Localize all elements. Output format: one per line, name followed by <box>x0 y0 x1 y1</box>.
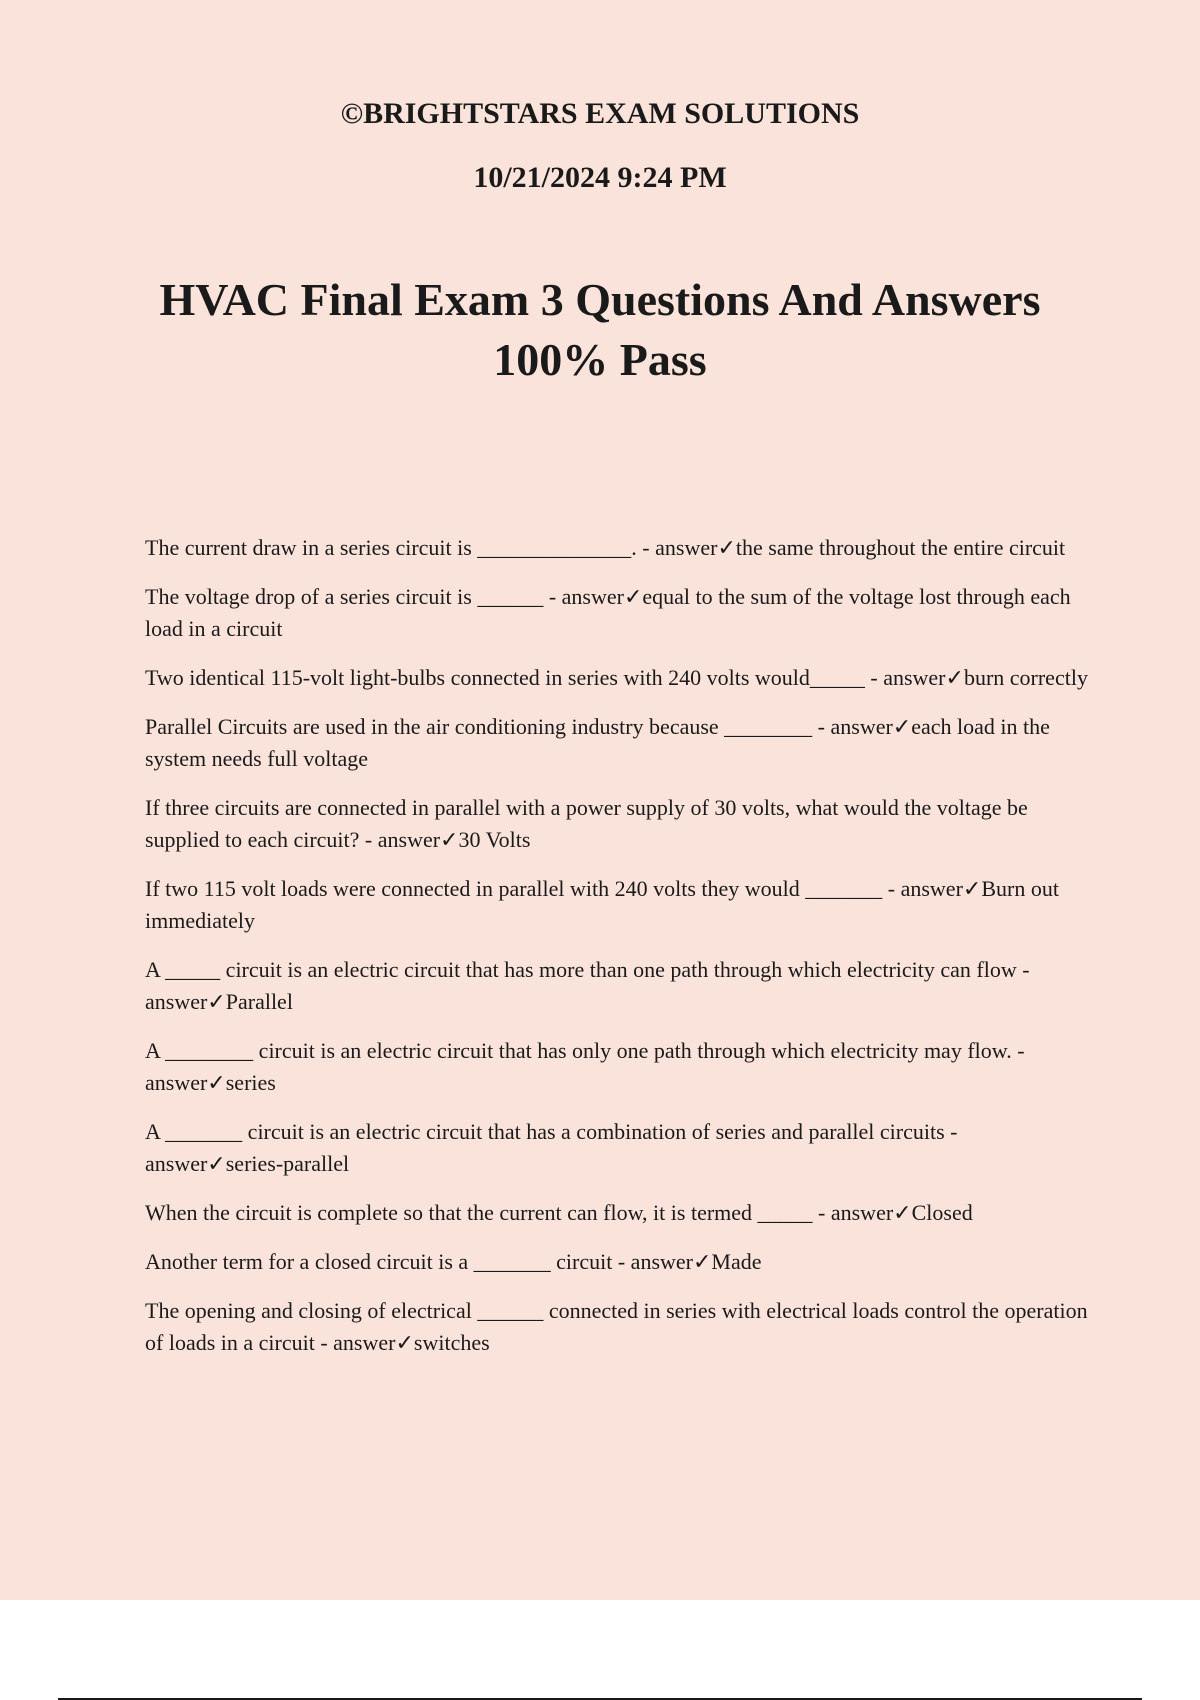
qa-item: If two 115 volt loads were connected in parallel with 240 volts they would _______ - answer✓Burn out immediately <box>145 876 1059 933</box>
qa-item: A _____ circuit is an electric circuit that has more than one path through which electricity can flow - answer✓Parallel <box>145 957 1030 1014</box>
qa-item: When the circuit is complete so that the current can flow, it is termed _____ - answer✓Closed <box>145 1200 973 1225</box>
qa-item: Another term for a closed circuit is a _______ circuit - answer✓Made <box>145 1249 762 1274</box>
copyright-line: ©BRIGHTSTARS EXAM SOLUTIONS <box>340 97 860 130</box>
qa-item: The current draw in a series circuit is ______________. - answer✓the same throughout the entire circuit <box>145 535 1066 560</box>
qa-item: The voltage drop of a series circuit is ______ - answer✓equal to the sum of the voltage lost through each load in a circuit <box>145 584 1071 641</box>
qa-item: A ________ circuit is an electric circuit that has only one path through which electricity may flow. - answer✓series <box>145 1038 1025 1095</box>
qa-item: Two identical 115-volt light-bulbs connected in series with 240 volts would_____ - answer✓burn correctly <box>145 665 1088 690</box>
qa-item: A _______ circuit is an electric circuit that has a combination of series and parallel circuits - answer✓series-parallel <box>145 1119 958 1176</box>
qa-item: Parallel Circuits are used in the air conditioning industry because ________ - answer✓each load in the system needs full voltage <box>145 714 1050 771</box>
qa-list <box>145 532 1090 1376</box>
qa-item: The opening and closing of electrical ______ connected in series with electrical loads control the operation of loads in a circuit - answer✓switches <box>145 1298 1088 1355</box>
qa-item: If three circuits are connected in parallel with a power supply of 30 volts, what would the voltage be supplied to each circuit? - answer✓30 Volts <box>145 795 1028 852</box>
document-title: HVAC Final Exam 3 Questions And Answers 100% Pass <box>159 274 1041 385</box>
document-datetime: 10/21/2024 9:24 PM <box>473 161 727 194</box>
